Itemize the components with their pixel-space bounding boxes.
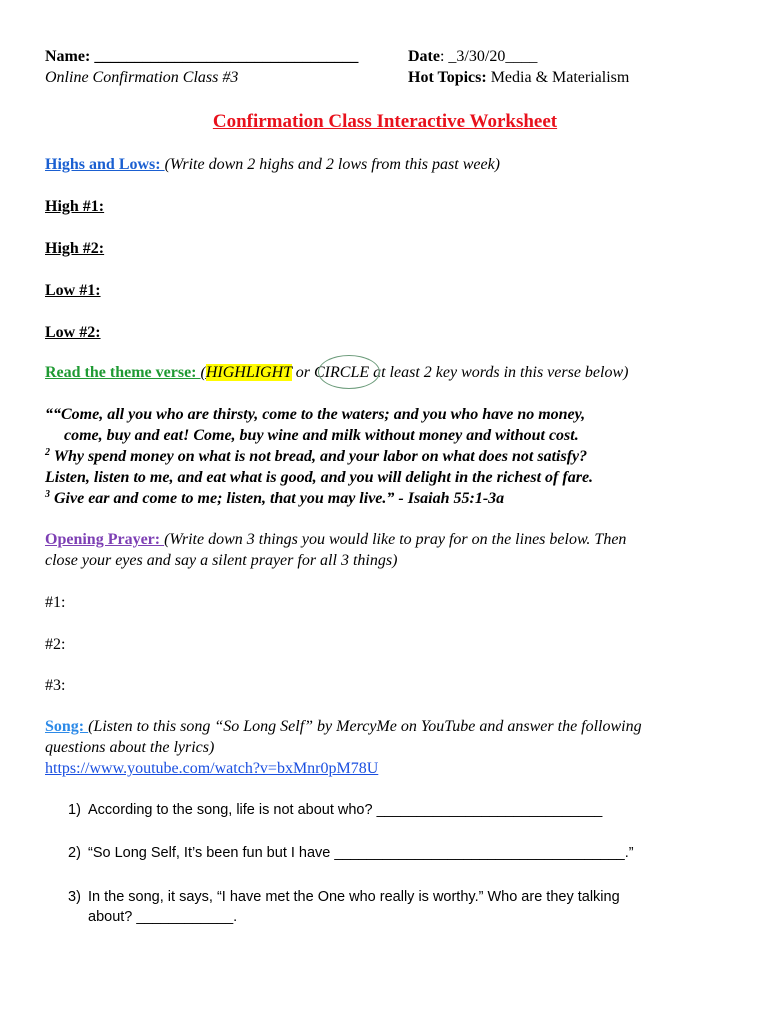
verse-number-3: 3	[45, 489, 50, 500]
verse-line-2: come, buy and eat! Come, buy wine and milk without money and without cost.	[64, 427, 579, 444]
highlight-word: HIGHLIGHT	[205, 364, 292, 381]
song-heading: Song:	[45, 718, 89, 735]
highs-lows-section	[45, 155, 500, 175]
low-2-label: Low #2:	[45, 324, 101, 341]
song-instruction-2: questions about the lyrics)	[45, 739, 215, 756]
prayer-item-1: #1:	[45, 594, 66, 611]
question-1	[68, 800, 603, 820]
song-instruction-1: (Listen to this song “So Long Self” by MercyMe on YouTube and answer the following	[88, 718, 642, 735]
date-value: : _3/30/20____	[439, 48, 538, 65]
highs-lows-heading: Highs and Lows:	[45, 156, 165, 173]
theme-verse-heading: Read the theme verse:	[45, 364, 201, 381]
hot-topics-label: Hot Topics:	[408, 69, 487, 86]
question-3	[68, 887, 620, 925]
question-2-text: “So Long Self, It’s been fun but I have ____________________________________.”	[88, 845, 634, 861]
highs-lows-instruction: (Write down 2 highs and 2 lows from this past week)	[164, 156, 500, 173]
question-2	[68, 843, 634, 863]
theme-verse-instruction: or CIRCLE at least 2 key words in this verse below)	[291, 364, 629, 381]
opening-prayer-instruction-2: close your eyes and say a silent prayer for all 3 things)	[45, 552, 398, 569]
date-field	[408, 47, 537, 67]
hot-topics	[408, 68, 629, 88]
class-label: Online Confirmation Class #3	[45, 69, 239, 86]
verse-line-3: $^2$ Why spend money on what is not bread, and your labor on what does not satisfy?	[45, 447, 588, 465]
name-field	[45, 47, 358, 67]
instr-open-paren: (	[200, 364, 206, 381]
name-line[interactable]: _________________________________	[94, 48, 359, 65]
question-1-text: According to the song, life is not about who? ____________________________	[88, 802, 603, 818]
high-2-label: High #2:	[45, 240, 105, 257]
verse-line-5: $^3$ Give ear and come to me; listen, that you may live.” - Isaiah 55:1-3a	[45, 489, 505, 507]
question-3-text: In the song, it says, “I have met the One who really is worthy.” Who are they talking	[88, 889, 620, 905]
verse-line-1: ““Come, all you who are thirsty, come to the waters; and you who have no money,	[45, 406, 586, 423]
prayer-item-3: #3:	[45, 677, 66, 694]
page-title: Confirmation Class Interactive Worksheet	[212, 111, 558, 132]
verse-line-4: Listen, listen to me, and eat what is good, and you will delight in the richest of fare.	[45, 469, 594, 486]
verse-number-2: 2	[45, 447, 50, 458]
date-label: Date	[408, 48, 440, 65]
high-1-label: High #1:	[45, 198, 105, 215]
song-line-1	[45, 717, 642, 737]
name-label: Name:	[45, 48, 91, 65]
question-3-text-cont: about? ____________.	[88, 909, 238, 925]
question-2-number: 2)	[68, 845, 81, 861]
song-url-link[interactable]: https://www.youtube.com/watch?v=bxMnr0pM78U	[45, 760, 379, 777]
opening-prayer-line-1	[45, 530, 626, 550]
question-1-number: 1)	[68, 802, 81, 818]
prayer-item-2: #2:	[45, 636, 66, 653]
opening-prayer-instruction-1: (Write down 3 things you would like to pray for on the lines below. Then	[164, 531, 627, 548]
circle-annotation	[318, 355, 380, 389]
opening-prayer-heading: Opening Prayer:	[45, 531, 165, 548]
hot-topics-value: Media & Materialism	[490, 69, 630, 86]
question-3-number: 3)	[68, 889, 81, 905]
low-1-label: Low #1:	[45, 282, 101, 299]
